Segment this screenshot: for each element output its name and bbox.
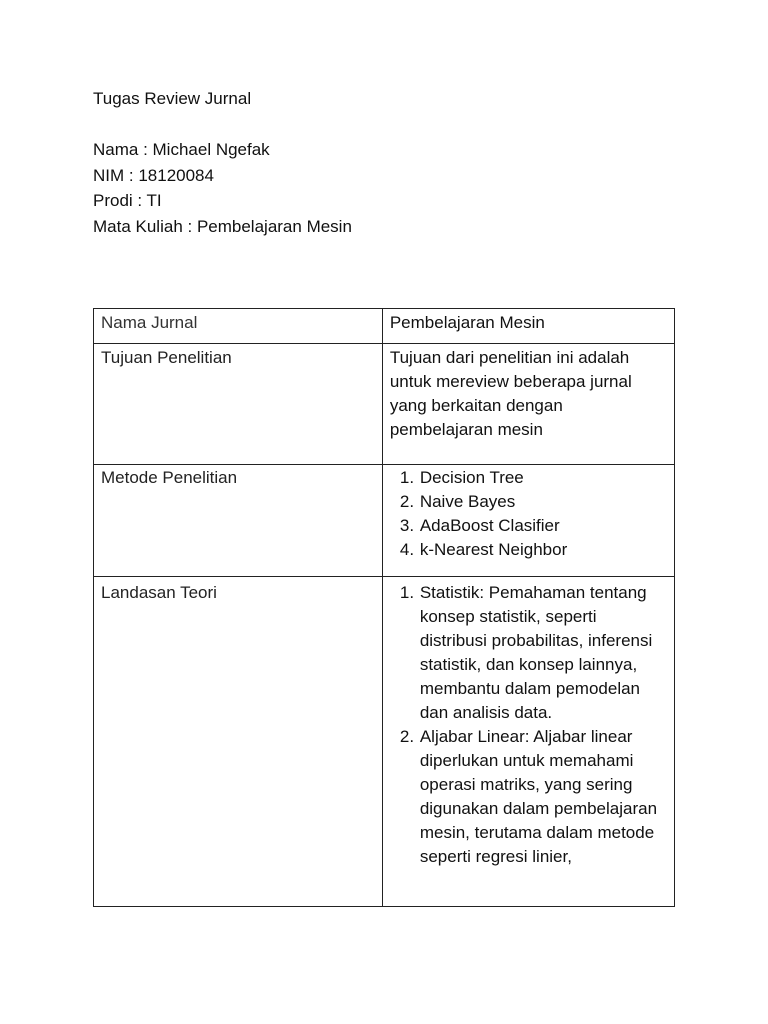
list-item: 2. Naive Bayes bbox=[419, 490, 667, 514]
table-row-landasan-teori bbox=[94, 577, 675, 907]
table-row-metode-penelitian bbox=[94, 465, 675, 577]
row-label: Landasan Teori bbox=[101, 583, 217, 602]
student-name: Nama : Michael Ngefak bbox=[93, 140, 270, 159]
row-label: Metode Penelitian bbox=[101, 468, 238, 487]
method-list bbox=[390, 466, 667, 562]
list-item: 2. Aljabar Linear: Aljabar linear diperlukan untuk memahami operasi matriks, yang sering digunakan dalam pembelajaran mesin, terutama dalam metode seperti regresi linier, bbox=[419, 725, 667, 869]
value-cell bbox=[382, 309, 674, 344]
theory-list-clip bbox=[390, 581, 667, 901]
student-nim: NIM : 18120084 bbox=[93, 165, 214, 185]
course-name: Mata Kuliah : Pembelajaran Mesin bbox=[93, 216, 352, 236]
list-item: 1. Statistik: Pemahaman tentang konsep statistik, seperti distribusi probabilitas, inferensi statistik, dan konsep lainnya, membantu dalam pemodelan dan analisis data. bbox=[419, 581, 667, 725]
theory-list bbox=[390, 581, 667, 869]
row-label: Nama Jurnal bbox=[101, 313, 198, 332]
label-cell bbox=[94, 344, 383, 465]
label-cell bbox=[94, 577, 383, 907]
label-cell bbox=[94, 309, 383, 344]
review-table bbox=[93, 308, 675, 907]
table-row-nama-jurnal bbox=[94, 309, 675, 344]
list-item: 3. AdaBoost Clasifier bbox=[419, 514, 667, 538]
value-cell bbox=[382, 577, 674, 907]
list-item: 1. Decision Tree bbox=[419, 466, 667, 490]
list-item: 4. k-Nearest Neighbor bbox=[419, 538, 667, 562]
label-cell bbox=[94, 465, 383, 577]
header-spacer bbox=[93, 112, 352, 138]
table-row-tujuan-penelitian bbox=[94, 344, 675, 465]
student-prodi: Prodi : TI bbox=[93, 191, 162, 210]
row-label: Tujuan Penelitian bbox=[101, 348, 232, 367]
value-cell bbox=[382, 465, 674, 577]
value-cell bbox=[382, 344, 674, 465]
document-title: Tugas Review Jurnal bbox=[93, 89, 252, 108]
row-value: Tujuan dari penelitian ini adalah untuk mereview beberapa jurnal yang berkaitan dengan pembelajaran mesin bbox=[389, 348, 632, 439]
row-value: Pembelajaran Mesin bbox=[389, 313, 545, 332]
document-header bbox=[93, 86, 352, 239]
